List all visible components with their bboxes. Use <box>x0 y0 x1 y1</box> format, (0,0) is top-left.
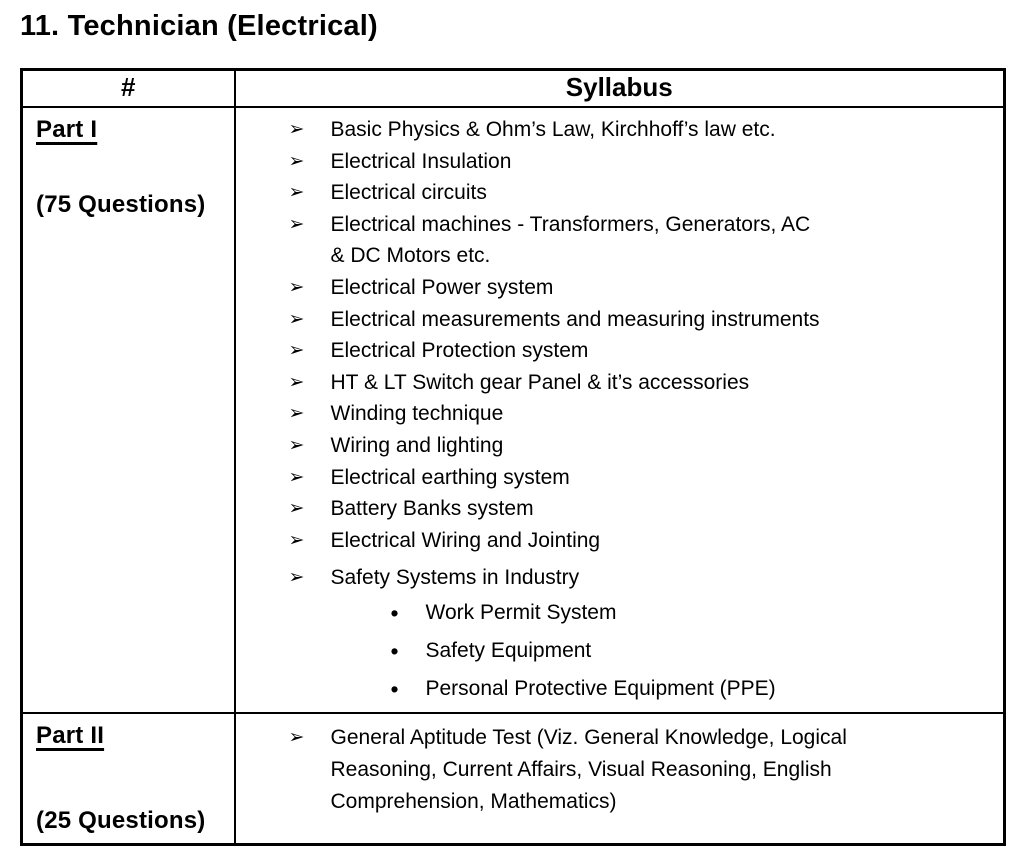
part2-syllabus-cell <box>235 713 1005 845</box>
sub-list-item <box>236 594 996 632</box>
list-item-text: HT & LT Switch gear Panel & it’s accessories <box>330 370 750 394</box>
table-row-part1 <box>22 107 1005 713</box>
part1-question-count: (75 Questions) <box>36 191 206 218</box>
list-item <box>236 304 996 336</box>
list-item <box>236 177 996 209</box>
list-item-text: Wiring and lighting <box>330 433 504 457</box>
list-item <box>236 114 996 146</box>
arrow-bullet-icon: ➢ <box>288 212 305 235</box>
list-item-text: Winding technique <box>330 402 504 426</box>
arrow-bullet-icon: ➢ <box>288 339 305 362</box>
part1-cell <box>22 107 235 713</box>
list-item-text: Electrical Wiring and Jointing <box>330 528 601 552</box>
list-item-text: Electrical Insulation <box>330 149 512 173</box>
sub-list-item-text: Work Permit System <box>425 600 617 624</box>
list-item <box>236 367 996 399</box>
table-row-part2 <box>22 713 1005 845</box>
table-header-row <box>22 70 1005 108</box>
list-item-text: Electrical measurements and measuring instruments <box>330 307 820 331</box>
sub-list-item <box>236 632 996 670</box>
arrow-bullet-icon: ➢ <box>288 402 305 425</box>
arrow-bullet-icon: ➢ <box>288 307 305 330</box>
arrow-bullet-icon: ➢ <box>288 725 305 748</box>
part1-label: Part I <box>36 116 98 143</box>
page-title: 11. Technician (Electrical) <box>20 10 378 42</box>
dot-bullet-icon: • <box>390 637 399 664</box>
list-item <box>236 430 996 462</box>
list-item <box>236 493 996 525</box>
arrow-bullet-icon: ➢ <box>288 433 305 456</box>
list-item-text: Battery Banks system <box>330 497 534 521</box>
list-item-text: Electrical earthing system <box>330 465 570 489</box>
list-item <box>236 146 996 178</box>
dot-bullet-icon: • <box>390 599 399 626</box>
sub-list-item-text: Safety Equipment <box>425 638 592 662</box>
list-item-text: Basic Physics & Ohm’s Law, Kirchhoff’s law etc. <box>330 118 776 141</box>
syllabus-table <box>20 68 1006 846</box>
sub-list-item <box>236 670 996 708</box>
list-item <box>236 272 996 304</box>
list-item <box>236 562 996 594</box>
arrow-bullet-icon: ➢ <box>288 370 305 393</box>
list-item-text: Electrical Power system <box>330 275 554 299</box>
part2-question-count: (25 Questions) <box>36 806 206 834</box>
sub-list-item-text: Personal Protective Equipment (PPE) <box>425 676 776 700</box>
list-item <box>236 209 996 272</box>
list-item-text: Safety Systems in Industry <box>330 566 580 590</box>
arrow-bullet-icon: ➢ <box>288 118 305 140</box>
arrow-bullet-icon: ➢ <box>288 566 305 589</box>
arrow-bullet-icon: ➢ <box>288 181 305 204</box>
list-item <box>236 335 996 367</box>
list-item-text: Electrical circuits <box>330 181 487 205</box>
dot-bullet-icon: • <box>390 675 399 702</box>
arrow-bullet-icon: ➢ <box>288 497 305 520</box>
part2-cell <box>22 713 235 845</box>
list-item-text: General Aptitude Test (Viz. General Knowledge, Logical Reasoning, Current Affairs, Visual Reasoning, English Comprehension, Mathematics) <box>330 725 847 813</box>
list-item <box>236 462 996 494</box>
list-item-text: Electrical machines - Transformers, Generators, AC & DC Motors etc. <box>330 212 811 268</box>
part1-topic-list <box>236 114 996 594</box>
list-item <box>236 525 996 557</box>
list-item <box>236 398 996 430</box>
safety-sub-list <box>236 594 996 708</box>
list-item <box>236 722 996 817</box>
arrow-bullet-icon: ➢ <box>288 275 305 298</box>
part2-label: Part II <box>36 721 105 749</box>
arrow-bullet-icon: ➢ <box>288 528 305 551</box>
part2-topic-list <box>236 722 996 817</box>
list-item-text: Electrical Protection system <box>330 339 589 363</box>
arrow-bullet-icon: ➢ <box>288 149 305 172</box>
column-header-number: # <box>22 70 235 108</box>
column-header-syllabus: Syllabus <box>235 70 1005 108</box>
arrow-bullet-icon: ➢ <box>288 465 305 488</box>
part1-syllabus-cell <box>235 107 1005 713</box>
